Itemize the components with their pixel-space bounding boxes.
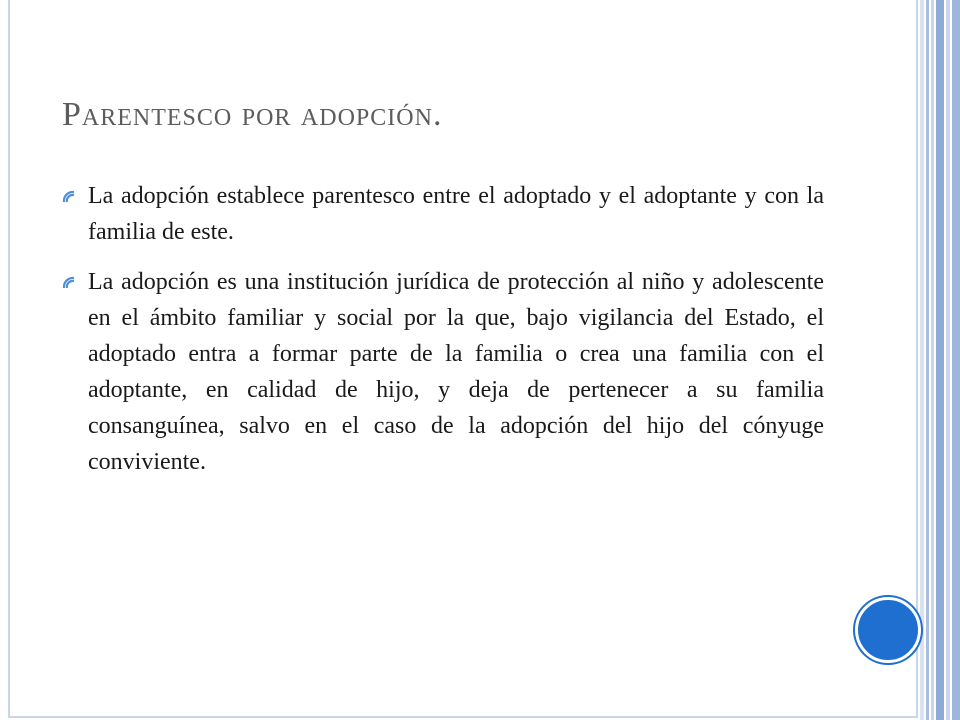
bullet-list	[62, 178, 824, 494]
bullet-text: La adopción establece parentesco entre el adoptado y el adoptante y con la familia de este.	[88, 183, 824, 245]
stripe	[952, 0, 960, 720]
stripe	[920, 0, 924, 720]
curved-arc-bullet-icon	[62, 190, 76, 204]
bullet-item	[62, 264, 824, 480]
bullet-text: La adopción es una institución jurídica de protección al niño y adolescente en el ámbito familiar y social por la que, bajo vigilancia del Estado, el adoptado entra a formar parte de la familia o crea una familia con el adoptante, en calidad de hijo, y deja de pertenecer a su familia consanguínea, salvo en el caso de la adopción del hijo del cónyuge conviviente.	[88, 269, 824, 475]
stripe	[936, 0, 944, 720]
stripe	[946, 0, 950, 720]
stripe	[931, 0, 934, 720]
curved-arc-bullet-icon	[62, 276, 76, 290]
circle-decoration	[855, 597, 921, 663]
stripe	[926, 0, 929, 720]
side-stripes-decoration	[920, 0, 960, 720]
bullet-item	[62, 178, 824, 250]
slide-title: Parentesco por adopción.	[62, 96, 443, 133]
